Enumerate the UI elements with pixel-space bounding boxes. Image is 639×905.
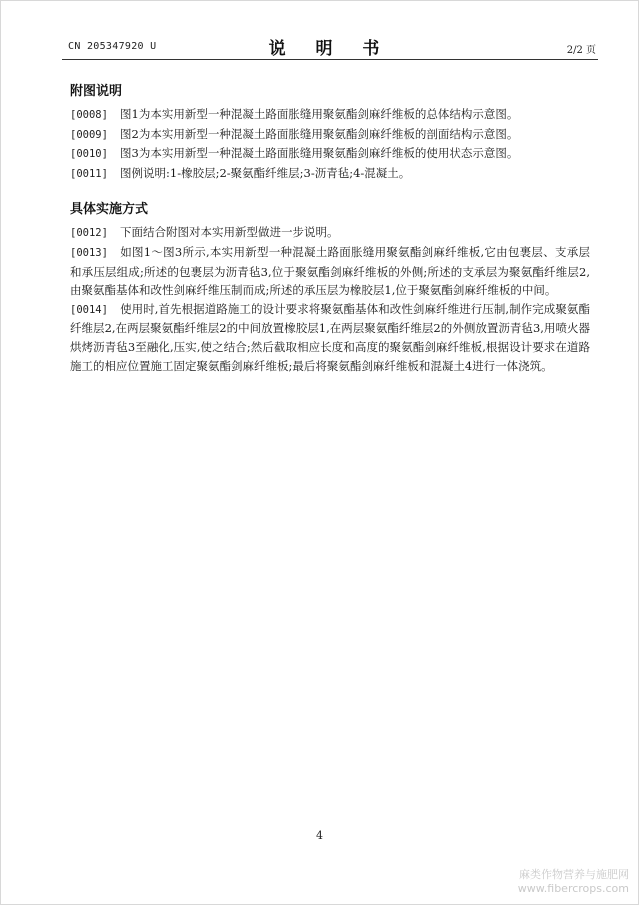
watermark-site-name: 麻类作物营养与施肥网 (519, 868, 629, 881)
section-drawings-description (70, 82, 590, 183)
section-heading: 具体实施方式 (70, 202, 149, 218)
paragraph-number: [0014] (70, 303, 108, 316)
paragraph-number: [0012] (70, 227, 108, 240)
page-number: 4 (316, 829, 323, 842)
page-header (62, 32, 598, 58)
paragraph-text: 图2为本实用新型一种混凝土路面胀缝用聚氨酯剑麻纤维板的剖面结构示意图。 (120, 126, 519, 141)
paragraph (70, 223, 590, 243)
paragraph-text: 图1为本实用新型一种混凝土路面胀缝用聚氨酯剑麻纤维板的总体结构示意图。 (120, 107, 519, 121)
paragraph (70, 125, 590, 145)
watermark-url: www.fibercrops.com (517, 882, 629, 895)
header-divider (62, 59, 598, 60)
section-spacer (70, 183, 590, 200)
section-embodiments (70, 200, 590, 375)
paragraph-text: 下面结合附图对本实用新型做进一步说明。 (120, 225, 339, 240)
paragraph-number: [0011] (70, 167, 108, 180)
paragraph-number: [0009] (70, 128, 108, 141)
paragraph (70, 105, 590, 125)
page-count: 2/2 页 (566, 45, 596, 56)
paragraph (70, 164, 590, 184)
watermark (518, 868, 629, 896)
paragraph-number: [0013] (70, 246, 108, 259)
paragraph-text: 使用时,首先根据道路施工的设计要求将聚氨酯基体和改性剑麻纤维进行压制,制作完成聚氨酯纤维层2,在两层聚氨酯纤维层2的中间放置橡胶层1,在两层聚氨酯纤维层2的外侧放置沥青毡3,用喷火器烘烤沥青毡3至融化,压实,使之结合;然后截取相应长度和高度的聚氨酯剑麻纤维板,根据设计要求在道路施工的相应位置施工固定聚氨酯剑麻纤维板;最后将聚氨酯剑麻纤维板和混凝土4进行一体浇筑。 (70, 301, 590, 373)
paragraph (70, 144, 590, 164)
patent-number: CN 205347920 U (68, 41, 157, 52)
paragraph-number: [0008] (70, 109, 108, 121)
paragraph-text: 图3为本实用新型一种混凝土路面胀缝用聚氨酯剑麻纤维板的使用状态示意图。 (120, 146, 519, 161)
paragraph-text: 如图1～图3所示,本实用新型一种混凝土路面胀缝用聚氨酯剑麻纤维板,它由包裹层、支承层和承压层组成;所述的包裹层为沥青毡3,位于聚氨酯剑麻纤维板的外侧;所述的支承层为聚氨酯纤维层2,由聚氨酯基体和改性剑麻纤维压制而成;所述的承压层为橡胶层1,位于聚氨酯剑麻纤维板的中间。 (70, 244, 590, 298)
paragraph-number: [0010] (70, 148, 108, 161)
paragraph-text: 图例说明:1-橡胶层;2-聚氨酯纤维层;3-沥青毡;4-混凝土。 (120, 165, 411, 180)
document-title: 说 明 书 (268, 39, 392, 59)
paragraph (70, 300, 590, 375)
paragraph (70, 243, 590, 300)
section-heading: 附图说明 (70, 84, 123, 99)
document-body (70, 82, 590, 375)
